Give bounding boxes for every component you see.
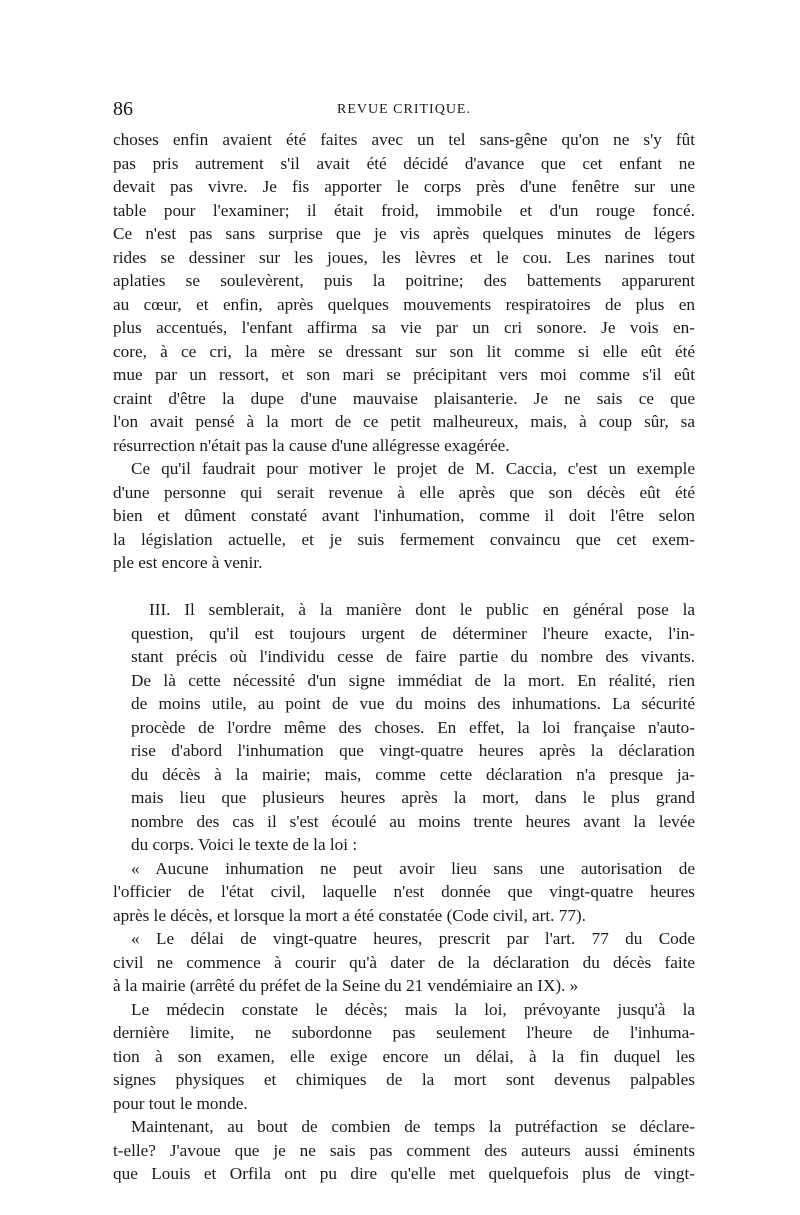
text-line: question, qu'il est toujours urgent de déterminer l'heure exacte, l'in- [131,623,695,643]
running-title: REVUE CRITIQUE. [337,102,471,117]
text-line: pas pris autrement s'il avait été décidé d'avance que cet enfant ne [113,153,695,173]
paragraph [113,1115,695,1186]
text-line: de moins utile, au point de vue du moins des inhumations. La sécurité [131,694,695,713]
paragraph [113,857,695,928]
text-line: tion à son examen, elle exige encore un délai, à la fin duquel les [113,1046,695,1066]
text-line: aplaties se soulevèrent, puis la poitrine; des battements apparurent [113,271,695,290]
text-line: la législation actuelle, et je suis fermement convaincu que cet exem- [113,529,695,549]
text-line: craint d'être la dupe d'une mauvaise plaisanterie. Je ne sais ce que [113,388,695,408]
text-line: Le médecin constate le décès; mais la loi, prévoyante jusqu'à la [131,999,695,1019]
text-line: « Le délai de vingt-quatre heures, prescrit par l'art. 77 du Code [131,929,695,948]
text-line: bien et dûment constaté avant l'inhumation, comme il doit l'être selon [113,506,695,525]
text-line: Ce qu'il faudrait pour motiver le projet de M. Caccia, c'est un exemple [131,459,695,478]
text-line: au cœur, et enfin, après quelques mouvements respiratoires de plus en [113,294,695,314]
paragraph [113,998,695,1116]
text-line: Ce n'est pas sans surprise que je vis après quelques minutes de légers [113,224,695,243]
text-line: l'on avait pensé à la mort de ce petit malheureux, mais, à coup sûr, sa [113,412,695,431]
paragraph [113,927,695,998]
text-line: t-elle? J'avoue que je ne sais pas comment des auteurs aussi éminents [113,1140,695,1160]
text-line: dernière limite, ne subordonne pas seulement l'heure de l'inhuma- [113,1023,695,1042]
text-line: De là cette nécessité d'un signe immédiat de la mort. En réalité, rien [131,670,695,690]
text-line: civil ne commence à courir qu'à dater de la déclaration du décès faite [113,952,695,972]
page-header [113,98,695,122]
paragraph [113,128,695,457]
text-line: III. Il semblerait, à la manière dont le public en général pose la [149,600,695,619]
body-text [113,128,695,1186]
text-line: signes physiques et chimiques de la mort sont devenus palpables [113,1070,695,1089]
text-line: Maintenant, au bout de combien de temps la putréfaction se déclare- [131,1117,695,1136]
paragraph [113,598,695,857]
text-line: du corps. Voici le texte de la loi : [131,835,358,854]
text-line: ple est encore à venir. [113,553,263,572]
text-line: rise d'abord l'inhumation que vingt-quatre heures après la déclaration [131,741,695,760]
text-line: rides se dessiner sur les joues, les lèvres et le cou. Les narines tout [113,247,695,267]
text-line: à la mairie (arrêté du préfet de la Seine du 21 vendémiaire an IX). » [113,976,579,995]
text-line: plus accentués, l'enfant affirma sa vie par un cri sonore. Je vois en- [113,318,695,337]
text-line: du décès à la mairie; mais, comme cette déclaration n'a presque ja- [131,764,695,784]
text-line: devait pas vivre. Je fis apporter le corps près d'une fenêtre sur une [113,177,695,196]
text-line: l'officier de l'état civil, laquelle n'est donnée que vingt-quatre heures [113,882,695,901]
text-line: core, à ce cri, la mère se dressant sur son lit comme si elle eût été [113,341,695,361]
text-line: pour tout le monde. [113,1093,248,1113]
text-line: après le décès, et lorsque la mort a été constatée (Code civil, art. 77). [113,905,586,925]
text-line: « Aucune inhumation ne peut avoir lieu sans une autorisation de [131,858,695,878]
text-line: d'une personne qui serait revenue à elle après que son décès eût été [113,482,695,502]
text-line: résurrection n'était pas la cause d'une allégresse exagérée. [113,435,510,455]
text-line: choses enfin avaient été faites avec un tel sans-gêne qu'on ne s'y fût [113,130,695,149]
text-line: procède de l'ordre même des choses. En effet, la loi française n'auto- [131,717,695,737]
text-line: mais lieu que plusieurs heures après la mort, dans le plus grand [131,788,695,807]
text-line: que Louis et Orfila ont pu dire qu'elle met quelquefois plus de vingt- [113,1164,695,1183]
page-number: 86 [113,98,133,120]
text-line: mue par un ressort, et son mari se précipitant vers moi comme s'il eût [113,365,695,384]
text-line: nombre des cas il s'est écoulé au moins trente heures avant la levée [131,811,695,831]
paragraph [113,457,695,575]
text-line: stant précis où l'individu cesse de faire partie du nombre des vivants. [131,647,695,666]
text-line: table pour l'examiner; il était froid, immobile et d'un rouge foncé. [113,200,695,220]
